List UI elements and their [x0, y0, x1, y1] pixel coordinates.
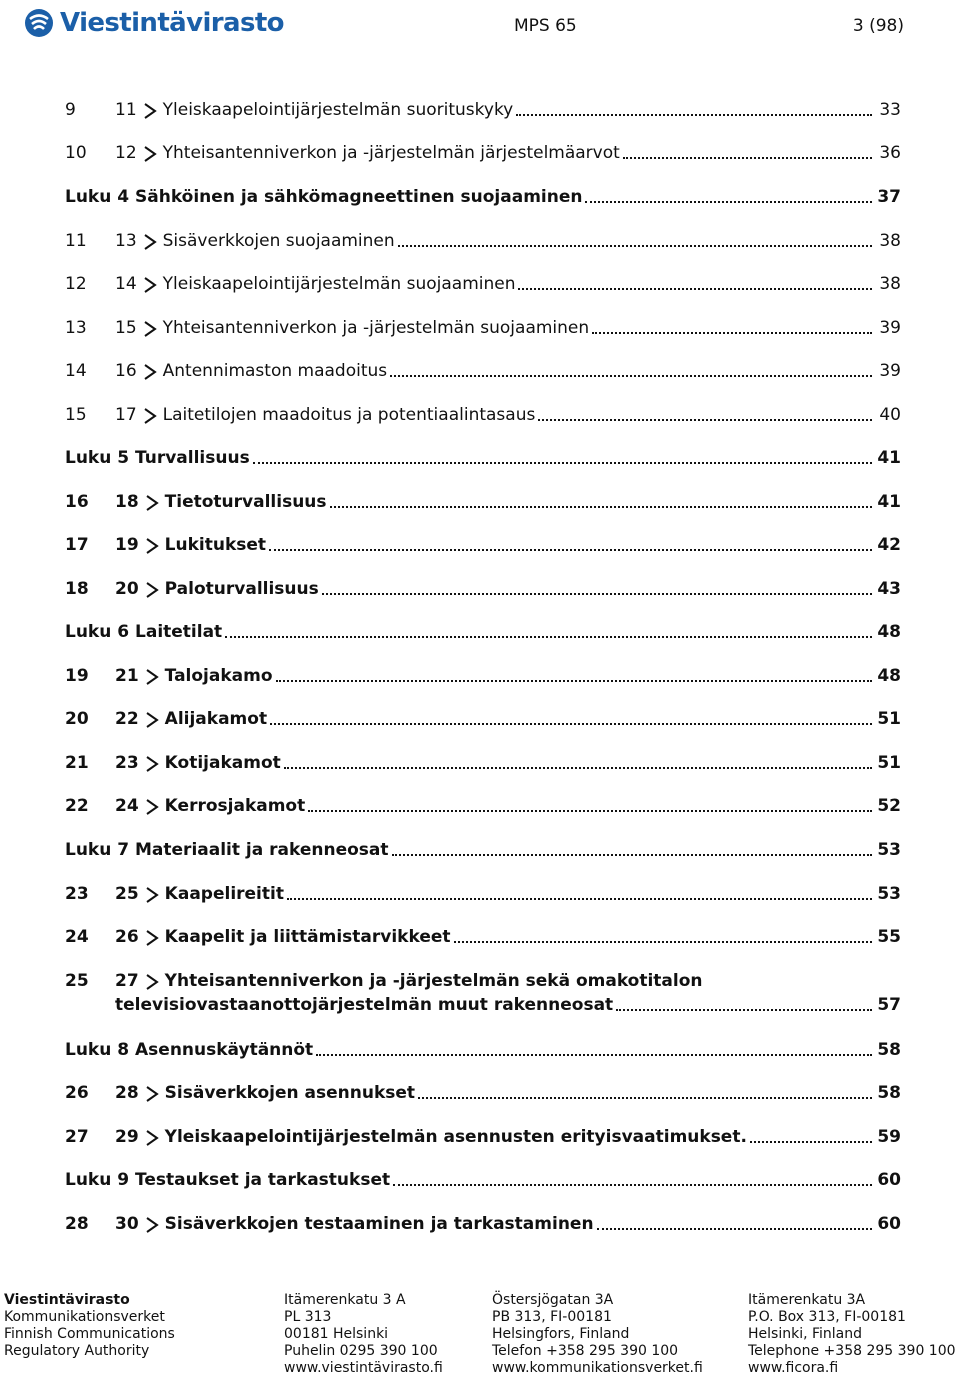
- toc-entry[interactable]: [65, 359, 901, 383]
- toc-page-number: 41: [877, 492, 901, 512]
- toc-entry[interactable]: [65, 141, 901, 165]
- toc-chapter-title: Luku 8 Asennuskäytännöt: [65, 1040, 314, 1060]
- toc-page-number: 53: [877, 884, 901, 904]
- section-arrow-icon: [145, 582, 159, 598]
- toc-entry-line: [115, 925, 875, 949]
- footer-link[interactable]: www.viestintävirasto.fi: [284, 1360, 443, 1376]
- toc-section-title: Talojakamo: [164, 666, 273, 686]
- toc-item-number: 20: [65, 709, 89, 729]
- toc-leader-dots: [597, 1228, 872, 1230]
- toc-section-title: Antennimaston maadoitus: [162, 361, 388, 381]
- toc-section-title: Tietoturvallisuus: [164, 492, 327, 512]
- toc-leader-dots: [316, 1054, 872, 1056]
- toc-page-number: 52: [877, 796, 901, 816]
- footer-line: PL 313: [284, 1309, 332, 1325]
- toc-section-number: 13: [115, 231, 137, 251]
- toc-leader-dots: [750, 1141, 872, 1143]
- toc-section-title: Yhteisantenniverkon ja -järjestelmän suojaaminen: [162, 318, 590, 338]
- section-arrow-icon: [145, 1217, 159, 1233]
- toc-item-number: 14: [65, 361, 87, 381]
- toc-section-title: Yhteisantenniverkon ja -järjestelmän sekä omakotitalon: [164, 971, 703, 991]
- toc-page-number: 37: [877, 187, 901, 207]
- footer-column-english: [748, 1292, 956, 1377]
- viestintavirasto-logo-icon: [24, 8, 54, 38]
- toc-section-title: Sisäverkkojen asennukset: [164, 1083, 416, 1103]
- toc-entry-line: [65, 446, 875, 470]
- toc-leader-dots: [616, 1009, 872, 1011]
- toc-entry-line: [65, 1168, 875, 1192]
- toc-page-number: 51: [877, 709, 901, 729]
- toc-section-number: 29: [115, 1127, 139, 1147]
- footer-line: P.O. Box 313, FI-00181: [748, 1309, 906, 1325]
- toc-entry[interactable]: [65, 664, 901, 688]
- toc-entry-line: [115, 969, 901, 1017]
- toc-entry-line: [115, 98, 875, 122]
- section-arrow-icon: [145, 538, 159, 554]
- toc-section-title-cont: televisiovastaanottojärjestelmän muut rakenneosat: [115, 995, 614, 1015]
- toc-entry[interactable]: [65, 882, 901, 906]
- toc-entry[interactable]: [65, 1081, 901, 1105]
- toc-leader-dots: [623, 157, 872, 159]
- toc-leader-dots: [308, 810, 872, 812]
- toc-page-number: 43: [877, 579, 901, 599]
- toc-leader-dots: [287, 898, 872, 900]
- section-arrow-icon: [143, 321, 157, 337]
- toc-item-number: 12: [65, 274, 87, 294]
- section-arrow-icon: [143, 146, 157, 162]
- toc-page-number: 39: [879, 318, 901, 338]
- toc-leader-dots: [253, 462, 872, 464]
- toc-section-number: 18: [115, 492, 139, 512]
- toc-entry-line: [115, 490, 875, 514]
- footer-line: Itämerenkatu 3 A: [284, 1292, 406, 1308]
- toc-entry[interactable]: [65, 403, 901, 427]
- toc-entry-line: [115, 794, 875, 818]
- section-arrow-icon: [143, 408, 157, 424]
- toc-chapter-title: Luku 7 Materiaalit ja rakenneosat: [65, 840, 389, 860]
- toc-entry-line: [115, 882, 875, 906]
- toc-page-number: 38: [879, 274, 901, 294]
- toc-entry[interactable]: [65, 577, 901, 601]
- footer-line: Helsinki, Finland: [748, 1326, 863, 1342]
- toc-leader-dots: [390, 375, 872, 377]
- toc-section-number: 28: [115, 1083, 139, 1103]
- toc-section-number: 22: [115, 709, 139, 729]
- section-arrow-icon: [145, 669, 159, 685]
- toc-section-title: Kaapelit ja liittämistarvikkeet: [164, 927, 451, 947]
- toc-section-number: 11: [115, 100, 137, 120]
- footer-line: PB 313, FI-00181: [492, 1309, 612, 1325]
- logo-text: Viestintävirasto: [60, 8, 284, 38]
- footer-line: 00181 Helsinki: [284, 1326, 389, 1342]
- toc-section-title: Kerrosjakamot: [164, 796, 306, 816]
- toc-entry[interactable]: [65, 446, 901, 470]
- toc-entry-line: [115, 707, 875, 731]
- toc-entry-line: [115, 1081, 875, 1105]
- toc-entry[interactable]: [65, 229, 901, 253]
- section-arrow-icon: [145, 974, 159, 990]
- toc-entry-line: [115, 403, 875, 427]
- toc-section-number: 15: [115, 318, 137, 338]
- toc-section-title: Yleiskaapelointijärjestelmän asennusten erityisvaatimukset.: [164, 1127, 747, 1147]
- toc-chapter-title: Luku 4 Sähköinen ja sähkömagneettinen suojaaminen: [65, 187, 583, 207]
- toc-entry[interactable]: [65, 838, 901, 862]
- toc-item-number: 19: [65, 666, 89, 686]
- page-header: [0, 0, 960, 50]
- section-arrow-icon: [143, 364, 157, 380]
- toc-entry-line: [115, 533, 875, 557]
- footer-link[interactable]: www.kommunikationsverket.fi: [492, 1360, 703, 1376]
- toc-item-number: 22: [65, 796, 89, 816]
- toc-page-number: 58: [877, 1040, 901, 1060]
- section-arrow-icon: [145, 495, 159, 511]
- footer-column-agency: [4, 1292, 175, 1360]
- toc-entry-line: [115, 1212, 875, 1236]
- toc-entry-line: [115, 272, 875, 296]
- toc-entry[interactable]: [65, 1212, 901, 1236]
- toc-entry[interactable]: [65, 794, 901, 818]
- toc-page-number: 36: [879, 143, 901, 163]
- toc-page-number: 51: [877, 753, 901, 773]
- toc-entry[interactable]: [65, 620, 901, 644]
- toc-entry-line: [65, 1038, 875, 1062]
- toc-section-title: Sisäverkkojen suojaaminen: [162, 231, 395, 251]
- footer-line: Telefon +358 295 390 100: [492, 1343, 679, 1359]
- toc-page-number: 39: [879, 361, 901, 381]
- toc-entry[interactable]: [65, 925, 901, 949]
- toc-section-title: Laitetilojen maadoitus ja potentiaalintasaus: [162, 405, 536, 425]
- toc-leader-dots: [592, 332, 872, 334]
- toc-page-number: 40: [879, 405, 901, 425]
- toc-item-number: 15: [65, 405, 87, 425]
- toc-entry[interactable]: [65, 98, 901, 122]
- toc-item-number: 28: [65, 1214, 89, 1234]
- toc-leader-dots: [322, 593, 872, 595]
- toc-section-title: Alijakamot: [164, 709, 268, 729]
- footer-link[interactable]: www.ficora.fi: [748, 1360, 839, 1376]
- section-arrow-icon: [145, 887, 159, 903]
- toc-item-number: 27: [65, 1127, 89, 1147]
- logo: [24, 6, 284, 40]
- toc-page-number: 57: [877, 995, 901, 1015]
- toc-leader-dots: [393, 1184, 872, 1186]
- toc-page-number: 33: [879, 100, 901, 120]
- toc-page-number: 48: [877, 622, 901, 642]
- footer-line: Finnish Communications: [4, 1326, 175, 1342]
- toc-section-title: Yhteisantenniverkon ja -järjestelmän järjestelmäarvot: [162, 143, 620, 163]
- toc-leader-dots: [270, 723, 872, 725]
- toc-section-number: 25: [115, 884, 139, 904]
- toc-section-number: 19: [115, 535, 139, 555]
- section-arrow-icon: [145, 799, 159, 815]
- toc-leader-dots: [276, 680, 872, 682]
- toc-page-number: 59: [877, 1127, 901, 1147]
- toc-entry[interactable]: [65, 185, 901, 209]
- toc-section-number: 12: [115, 143, 137, 163]
- toc-section-number: 23: [115, 753, 139, 773]
- toc-item-number: 13: [65, 318, 87, 338]
- toc-item-number: 25: [65, 971, 89, 991]
- toc-entry[interactable]: [65, 751, 901, 775]
- toc-item-number: 17: [65, 535, 89, 555]
- toc-entry-line: [115, 751, 875, 775]
- toc-leader-dots: [269, 549, 872, 551]
- footer-line: Östersjögatan 3A: [492, 1292, 614, 1308]
- toc-section-title: Kaapelireitit: [164, 884, 284, 904]
- toc-section-number: 27: [115, 971, 139, 991]
- toc-section-number: 16: [115, 361, 137, 381]
- toc-item-number: 9: [65, 100, 76, 120]
- section-arrow-icon: [145, 930, 159, 946]
- section-arrow-icon: [143, 277, 157, 293]
- toc-leader-dots: [418, 1097, 872, 1099]
- toc-entry-line: [65, 838, 875, 862]
- page-number: 3 (98): [852, 16, 904, 36]
- toc-entry[interactable]: [65, 490, 901, 514]
- toc-entry[interactable]: [65, 1125, 901, 1149]
- toc-section-number: 14: [115, 274, 137, 294]
- toc-entry[interactable]: [65, 969, 901, 1017]
- toc-item-number: 21: [65, 753, 89, 773]
- toc-entry-line: [115, 664, 875, 688]
- section-arrow-icon: [143, 103, 157, 119]
- toc-leader-dots: [516, 114, 872, 116]
- toc-item-number: 11: [65, 231, 87, 251]
- toc-entry-line: [115, 577, 875, 601]
- footer-line: Kommunikationsverket: [4, 1309, 165, 1325]
- toc-leader-dots: [392, 854, 873, 856]
- footer-column-swedish: [492, 1292, 703, 1377]
- footer-line: Itämerenkatu 3A: [748, 1292, 866, 1308]
- footer-line: Puhelin 0295 390 100: [284, 1343, 438, 1359]
- toc-section-number: 26: [115, 927, 139, 947]
- section-arrow-icon: [145, 1130, 159, 1146]
- toc-item-number: 24: [65, 927, 89, 947]
- toc-item-number: 18: [65, 579, 89, 599]
- toc-section-title: Kotijakamot: [164, 753, 281, 773]
- toc-item-number: 23: [65, 884, 89, 904]
- footer-line: Telephone +358 295 390 100: [748, 1343, 956, 1359]
- toc-item-number: 16: [65, 492, 89, 512]
- toc-chapter-title: Luku 9 Testaukset ja tarkastukset: [65, 1170, 391, 1190]
- toc-page-number: 60: [877, 1214, 901, 1234]
- toc-page-number: 41: [877, 448, 901, 468]
- document-id: MPS 65: [514, 16, 577, 36]
- toc-section-title: Lukitukset: [164, 535, 267, 555]
- toc-section-number: 21: [115, 666, 139, 686]
- toc-leader-dots: [225, 636, 872, 638]
- toc-page-number: 42: [877, 535, 901, 555]
- toc-entry-line: [115, 1125, 875, 1149]
- toc-section-title: Yleiskaapelointijärjestelmän suorituskyky: [162, 100, 514, 120]
- toc-entry[interactable]: [65, 272, 901, 296]
- toc-entry-line: [115, 316, 875, 340]
- footer-agency-name: Viestintävirasto: [4, 1292, 130, 1308]
- toc-entry-line: [65, 620, 875, 644]
- toc-page-number: 60: [877, 1170, 901, 1190]
- toc-leader-dots: [330, 506, 872, 508]
- section-arrow-icon: [145, 1086, 159, 1102]
- toc-entry[interactable]: [65, 707, 901, 731]
- footer-line: Regulatory Authority: [4, 1343, 150, 1359]
- toc-page-number: 38: [879, 231, 901, 251]
- toc-leader-dots: [454, 941, 872, 943]
- toc-section-title: Paloturvallisuus: [164, 579, 319, 599]
- section-arrow-icon: [143, 234, 157, 250]
- toc-section-number: 20: [115, 579, 139, 599]
- toc-leader-dots: [518, 288, 872, 290]
- toc-leader-dots: [398, 245, 872, 247]
- toc-page-number: 55: [877, 927, 901, 947]
- toc-page-number: 48: [877, 666, 901, 686]
- section-arrow-icon: [145, 712, 159, 728]
- toc-item-number: 10: [65, 143, 87, 163]
- toc-entry-line: [115, 141, 875, 165]
- toc-leader-dots: [538, 419, 872, 421]
- toc-entry-line: [115, 359, 875, 383]
- toc-item-number: 26: [65, 1083, 89, 1103]
- toc-section-number: 17: [115, 405, 137, 425]
- toc-entry[interactable]: [65, 1168, 901, 1192]
- page-footer: [0, 1292, 960, 1379]
- footer-column-finnish: [284, 1292, 443, 1377]
- toc-leader-dots: [284, 767, 872, 769]
- toc-section-number: 30: [115, 1214, 139, 1234]
- footer-line: Helsingfors, Finland: [492, 1326, 630, 1342]
- section-arrow-icon: [145, 756, 159, 772]
- toc-chapter-title: Luku 6 Laitetilat: [65, 622, 223, 642]
- toc-section-title: Sisäverkkojen testaaminen ja tarkastaminen: [164, 1214, 594, 1234]
- toc-page-number: 53: [877, 840, 901, 860]
- toc-section-title: Yleiskaapelointijärjestelmän suojaaminen: [162, 274, 516, 294]
- toc-chapter-title: Luku 5 Turvallisuus: [65, 448, 250, 468]
- toc-page-number: 58: [877, 1083, 901, 1103]
- toc-entry-line: [115, 229, 875, 253]
- toc-entry[interactable]: [65, 1038, 901, 1062]
- toc-entry[interactable]: [65, 316, 901, 340]
- toc-entry-line: [65, 185, 875, 209]
- toc-entry[interactable]: [65, 533, 901, 557]
- toc-leader-dots: [585, 201, 872, 203]
- toc-section-number: 24: [115, 796, 139, 816]
